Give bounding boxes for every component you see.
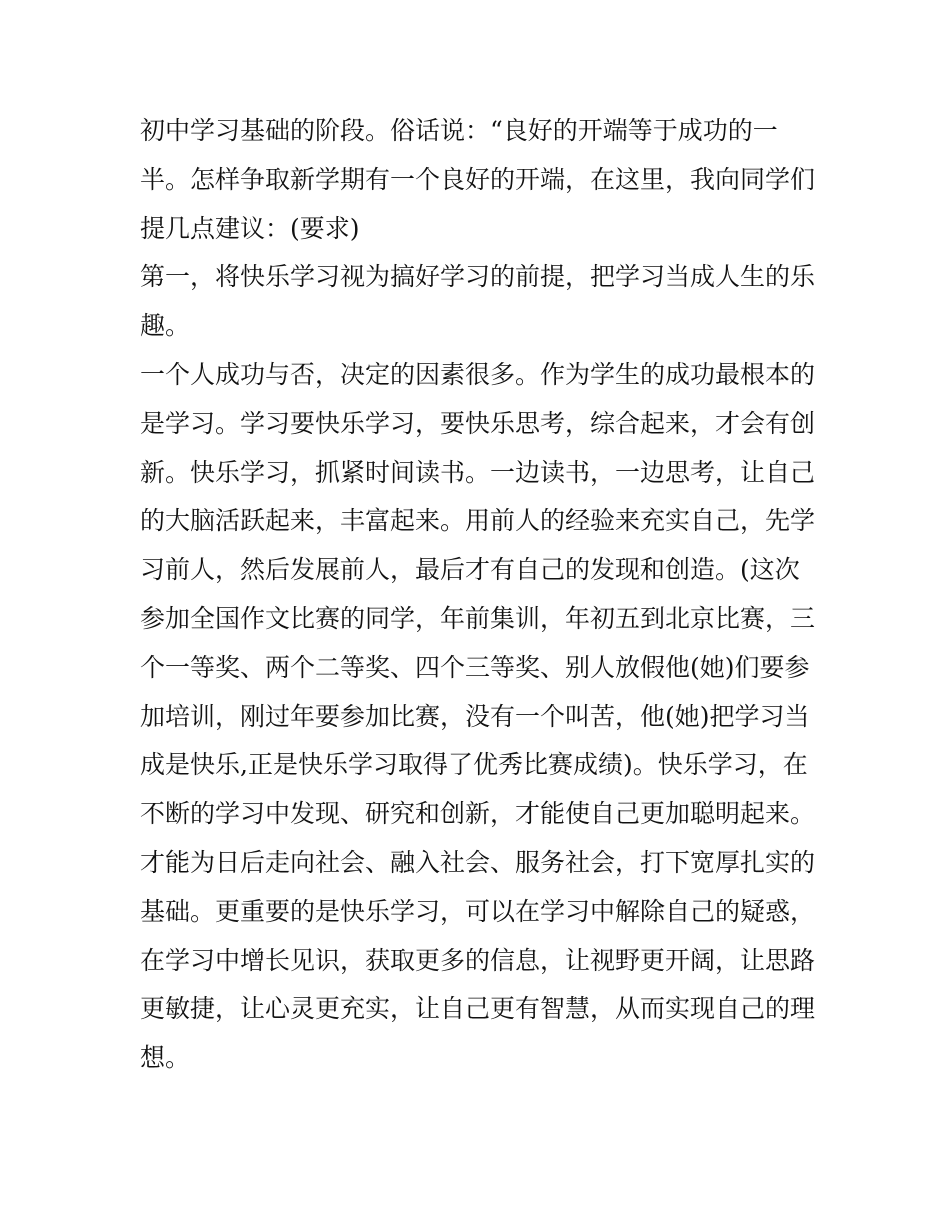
text-line: 成是快乐,正是快乐学习取得了优秀比赛成绩)。快乐学习，在 (140, 750, 808, 780)
text-line: 提几点建议：(要求) (140, 213, 360, 243)
text-line: 想。 (140, 1043, 191, 1073)
text-line: 不断的学习中发现、研究和创新，才能使自己更加聪明起来。 (140, 799, 816, 829)
text-line: 参加全国作文比赛的同学，年前集训，年初五到北京比赛，三 (140, 603, 816, 633)
text-line: 趣。 (140, 311, 191, 341)
text-line: 在学习中增长见识，获取更多的信息，让视野更开阔，让思路 (140, 945, 816, 975)
text-line: 个一等奖、两个二等奖、四个三等奖、别人放假他(她)们要参 (140, 652, 810, 682)
body-text (140, 107, 820, 1083)
text-line: 更敏捷，让心灵更充实，让自己更有智慧，从而实现自己的理 (140, 994, 816, 1024)
text-line: 基础。更重要的是快乐学习，可以在学习中解除自己的疑惑， (140, 896, 816, 926)
text-line: 才能为日后走向社会、融入社会、服务社会，打下宽厚扎实的 (140, 847, 816, 877)
text-line: 习前人，然后发展前人，最后才有自己的发现和创造。(这次 (140, 555, 800, 585)
text-line: 一个人成功与否，决定的因素很多。作为学生的成功最根本的 (140, 359, 816, 389)
text-line: 初中学习基础的阶段。俗话说：“良好的开端等于成功的一 (140, 116, 778, 145)
text-line: 新。快乐学习，抓紧时间读书。一边读书，一边思考，让自己 (140, 457, 816, 487)
text-line: 半。怎样争取新学期有一个良好的开端，在这里，我向同学们 (140, 164, 816, 194)
text-line: 是学习。学习要快乐学习，要快乐思考，综合起来，才会有创 (140, 408, 816, 438)
text-line: 的大脑活跃起来，丰富起来。用前人的经验来充实自己，先学 (140, 506, 816, 536)
text-line: 加培训，刚过年要参加比赛，没有一个叫苦，他(她)把学习当 (140, 701, 810, 731)
text-line: 第一，将快乐学习视为搞好学习的前提，把学习当成人生的乐 (140, 262, 816, 292)
